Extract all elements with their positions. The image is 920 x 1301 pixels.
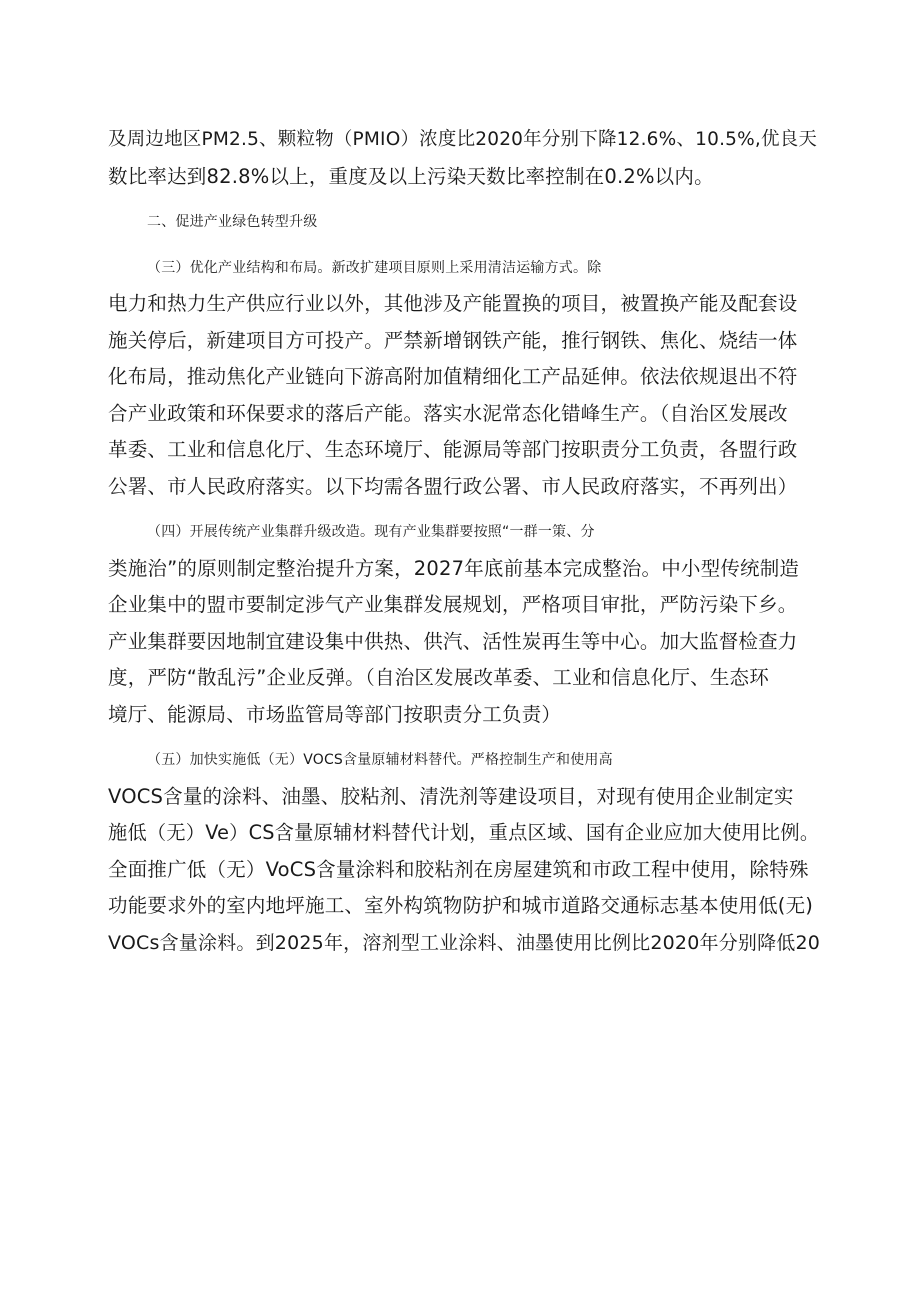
text-line: 度，严防“散乱污”企业反弹。（自治区发展改革委、工业和信息化厅、生态环 [108,666,769,689]
text-line: 数比率达到82.8%以上，重度及以上污染天数比率控制在0.2%以内。 [108,164,714,188]
text-line: 合产业政策和环保要求的落后产能。落实水泥常态化错峰生产。（自治区发展改 [108,401,788,425]
text-line: VOCS含量的涂料、油墨、胶粘剂、清洗剂等建设项目，对现有使用企业制定实 [108,784,794,808]
document-body [108,122,820,961]
text-line: 革委、工业和信息化厅、生态环境厅、能源局等部门按职责分工负责，各盟行政 [108,438,798,461]
text-line: 全面推广低（无）VoCS含量涂料和胶粘剂在房屋建筑和市政工程中使用，除特殊 [108,857,809,881]
text-line: 化布局，推动焦化产业链向下游高附加值精细化工产品延伸。依法依规退出不符 [108,365,798,388]
text-line: 公署、市人民政府落实。以下均需各盟行政公署、市人民政府落实，不再列出） [108,474,798,498]
text-line: 境厅、能源局、市场监管局等部门按职责分工负责） [108,702,562,726]
text-line: （五）加快实施低（无）VOCS含量原辅材料替代。严格控制生产和使用高 [147,752,613,768]
text-line: 施低（无）Ve）CS含量原辅材料替代计划，重点区域、国有企业应加大使用比例。 [108,821,820,844]
paragraph-item-4 [108,514,820,733]
section-heading [108,204,820,241]
text-line: 及周边地区PM2.5、颗粒物（PMIO）浓度比2020年分别下降12.6%、10.5%,优良天 [108,129,818,150]
paragraph-item-3 [108,250,820,506]
heading-text: 二、促进产业绿色转型升级 [147,214,318,230]
text-line: （三）优化产业结构和布局。新改扩建项目原则上采用清洁运输方式。除 [147,259,602,276]
paragraph-item-5 [108,742,820,961]
text-line: 功能要求外的室内地坪施工、室外构筑物防护和城市道路交通标志基本使用低(无) [108,894,814,917]
text-line: 电力和热力生产供应行业以外，其他涉及产能置换的项目，被置换产能及配套设 [108,292,798,315]
text-line: 施关停后，新建项目方可投产。严禁新增钢铁产能，推行钢铁、焦化、烧结一体 [108,328,798,352]
text-line: （四）开展传统产业集群升级改造。现有产业集群要按照“一群一策、分 [147,524,595,540]
text-line: 产业集群要因地制宜建设集中供热、供汽、活性炭再生等中心。加大监督检查力 [108,629,798,653]
paragraph-air-quality [108,122,820,195]
text-line: 类施治”的原则制定整治提升方案，2027年底前基本完成整治。中小型传统制造 [108,556,800,580]
text-line: VOCs含量涂料。到2025年，溶剂型工业涂料、油墨使用比例比2020年分别降低20 [108,931,821,954]
text-line: 企业集中的盟市要制定涉气产业集群发展规划，严格项目审批，严防污染下乡。 [108,593,798,616]
